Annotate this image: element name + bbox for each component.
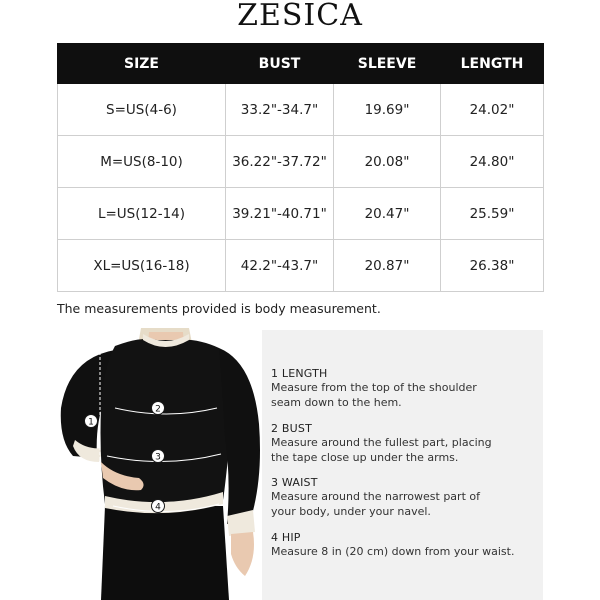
length-cell: 25.59" [441,188,544,240]
right-hand-shape [231,532,254,576]
bust-cell: 36.22"-37.72" [226,136,334,188]
guide-title: 4 HIP [271,531,301,544]
measurement-note: The measurements provided is body measurement. [57,301,381,316]
marker-1-label: 1 [88,417,94,428]
guide-title: 2 BUST [271,422,312,435]
guide-desc-line: Measure 8 in (20 cm) down from your waist. [271,545,515,558]
guide-desc-line: Measure from the top of the shoulder [271,381,477,394]
guide-title: 1 LENGTH [271,367,328,380]
guide-desc-line: seam down to the hem. [271,395,402,409]
bust-cell: 42.2"-43.7" [226,240,334,292]
marker-2-label: 2 [155,404,161,415]
length-cell: 26.38" [441,240,544,292]
guide-desc-line: your body, under your navel. [271,504,431,518]
length-line-top-dot [98,340,102,344]
guide-title: 3 WAIST [271,476,318,489]
length-line-bottom-dot [98,512,102,516]
table-row [58,188,544,240]
right-sleeve-shape [219,348,260,524]
guide-item-length [271,367,539,410]
column-header-sleeve: SLEEVE [334,44,441,84]
bust-cell: 39.21"-40.71" [226,188,334,240]
sleeve-cell: 20.87" [334,240,441,292]
length-cell: 24.80" [441,136,544,188]
sleeve-cell: 20.08" [334,136,441,188]
size-cell: XL=US(16-18) [58,240,226,292]
table-row [58,240,544,292]
guide-item-hip [271,531,539,560]
table-row [58,136,544,188]
guide-desc-line: Measure around the narrowest part of [271,490,480,503]
sleeve-cell: 19.69" [334,84,441,136]
guide-item-bust [271,422,539,465]
model-photo [57,328,269,600]
guide-desc-line: the tape close up under the arms. [271,450,459,464]
guide-item-waist [271,476,539,519]
bust-cell: 33.2"-34.7" [226,84,334,136]
marker-4-label: 4 [155,502,161,513]
size-chart-table [57,43,544,292]
size-cell: S=US(4-6) [58,84,226,136]
guide-desc-line: Measure around the fullest part, placing [271,436,492,449]
sweater-illustration [57,328,269,600]
column-header-size: SIZE [58,44,226,84]
trousers-shape [101,506,229,600]
brand-logo: ZESICA [237,0,363,33]
measurement-guide-panel [262,330,543,600]
table-row [58,84,544,136]
column-header-length: LENGTH [441,44,544,84]
size-cell: L=US(12-14) [58,188,226,240]
size-cell: M=US(8-10) [58,136,226,188]
sleeve-cell: 20.47" [334,188,441,240]
length-cell: 24.02" [441,84,544,136]
marker-3-label: 3 [155,452,161,463]
table-header-row [58,44,544,84]
column-header-bust: BUST [226,44,334,84]
